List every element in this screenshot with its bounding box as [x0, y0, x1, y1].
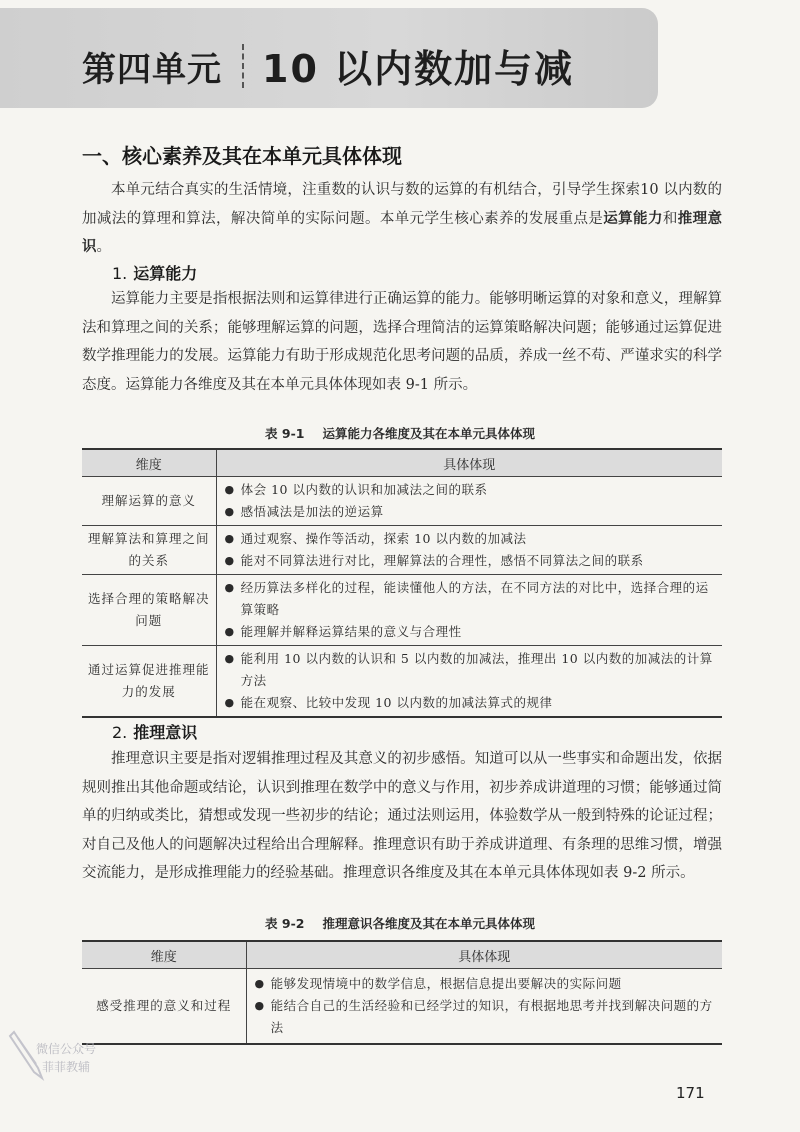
caption-id: 表 9-2: [265, 916, 305, 931]
bullet-icon: ●: [224, 554, 235, 567]
dimension-cell: 通过运算促进推理能力的发展: [82, 646, 216, 718]
bullet-item: ● 能够发现情境中的数学信息，根据信息提出要解决的实际问题: [255, 973, 717, 995]
subsection-heading-2: [112, 720, 197, 743]
intro-and: 和: [662, 210, 678, 227]
bullet-icon: ●: [224, 652, 235, 665]
table-row: [82, 575, 722, 646]
computation-paragraph: 运算能力主要是指根据法则和运算律进行正确运算的能力。能够明晰运算的对象和意义，理解算法和算理之间的关系；能够理解运算的问题，选择合理简洁的运算策略解决问题；能够通过运算促进数学推理能力的发展。运算能力有助于形成规范化思考问题的品质，养成一丝不苟、严谨求实的科学态度。运算能力各维度及其在本单元具体体现如表 9-1 所示。: [82, 291, 722, 393]
table-reasoning: [82, 940, 722, 1045]
watermark: [36, 1040, 96, 1076]
caption-id: 表 9-1: [265, 426, 305, 441]
expression-cell: [246, 969, 722, 1045]
table-computation: [82, 448, 722, 718]
intro-paragraph: [82, 176, 722, 262]
intro-line-2: 10 以内数的加减法的算理和算法，解决简单的实际问题。本单元学生核心素养的发展重: [82, 182, 722, 227]
table-row: [82, 526, 722, 575]
reasoning-paragraph: 推理意识主要是指对逻辑推理过程及其意义的初步感悟。知道可以从一些事实和命题出发，依据规则推出其他命题或结论，认识到推理在数学中的意义与作用，初步养成讲道理的习惯；能够通过简单的归纳或类比，猜想或发现一些初步的结论；通过法则运用，体验数学从一般到特殊的论证过程；对自己及他人的问题解决过程给出合理解释。推理意识有助于养成讲道理、有条理的思维习惯，增强交流能力，是形成推理能力的经验基础。推理意识各维度及其在本单元具体体现如表 9-2 所示。: [82, 751, 722, 881]
table-caption-1: [0, 424, 800, 442]
table-row: [82, 969, 722, 1045]
bullet-item: ● 能结合自己的生活经验和已经学过的知识，有根据地思考并找到解决问题的方法: [255, 995, 717, 1039]
bullet-icon: ●: [254, 977, 265, 990]
column-header-dimension: 维度: [82, 449, 216, 477]
bullet-icon: ●: [224, 505, 235, 518]
expression-cell: [216, 646, 722, 718]
bullet-item: ● 通过观察、操作等活动，探索 10 以内数的加减法: [225, 528, 717, 550]
bullet-item: ● 能理解并解释运算结果的意义与合理性: [225, 621, 717, 643]
subsection-number: 1.: [112, 264, 128, 283]
table-header-row: [82, 941, 722, 969]
unit-label: 第四单元: [82, 50, 222, 90]
intro-last-prefix: 点是: [573, 210, 604, 227]
column-header-expression: 具体体现: [216, 449, 722, 477]
section-heading: 一、核心素养及其在本单元具体体现: [82, 144, 402, 168]
bullet-item: ● 能对不同算法进行对比，理解算法的合理性，感悟不同算法之间的联系: [225, 550, 717, 572]
dimension-cell: 理解运算的意义: [82, 477, 216, 526]
caption-text: 运算能力各维度及其在本单元具体体现: [322, 426, 535, 441]
bullet-icon: ●: [224, 581, 235, 594]
expression-cell: [216, 477, 722, 526]
dimension-cell: 选择合理的策略解决问题: [82, 575, 216, 646]
bullet-icon: ●: [224, 483, 235, 496]
bullet-item: ● 能在观察、比较中发现 10 以内数的加减法算式的规律: [225, 692, 717, 714]
expression-cell: [216, 526, 722, 575]
page-number: 171: [676, 1084, 705, 1102]
column-header-dimension: 维度: [82, 941, 246, 969]
dimension-cell: 感受推理的意义和过程: [82, 969, 246, 1045]
unit-banner: [0, 0, 800, 112]
bullet-item: ● 感悟减法是加法的逆运算: [225, 501, 717, 523]
subsection-number: 2.: [112, 723, 128, 742]
table-caption-2: [0, 914, 800, 932]
subsection-title: 推理意识: [133, 723, 198, 742]
banner-divider: [242, 44, 244, 88]
expression-cell: [216, 575, 722, 646]
keyword-reasoning: 推理意识: [82, 210, 723, 255]
watermark-line-2: 菲菲教辅: [42, 1060, 91, 1074]
subsection-title: 运算能力: [133, 264, 198, 283]
watermark-line-1: 微信公众号: [36, 1042, 97, 1056]
bullet-item: ● 经历算法多样化的过程，能读懂他人的方法，在不同方法的对比中，选择合理的运算策略: [225, 577, 717, 621]
bullet-item: ● 能利用 10 以内数的认识和 5 以内数的加减法，推理出 10 以内数的加减法的计算方法: [225, 648, 717, 692]
caption-text: 推理意识各维度及其在本单元具体体现: [322, 916, 535, 931]
column-header-expression: 具体体现: [246, 941, 722, 969]
table-row: [82, 477, 722, 526]
intro-end: 。: [96, 239, 111, 255]
bullet-icon: ●: [224, 696, 235, 709]
subsection-heading-1: [112, 261, 197, 284]
dimension-cell: 理解算法和算理之间的关系: [82, 526, 216, 575]
keyword-computation: 运算能力: [603, 210, 663, 227]
unit-title: 10 以内数加与减: [262, 47, 575, 91]
table-row: [82, 646, 722, 718]
table-header-row: [82, 449, 722, 477]
bullet-icon: ●: [224, 625, 235, 638]
bullet-item: ● 体会 10 以内数的认识和加减法之间的联系: [225, 479, 717, 501]
bullet-icon: ●: [254, 999, 265, 1012]
bullet-icon: ●: [224, 532, 235, 545]
intro-line-1: 本单元结合真实的生活情境，注重数的认识与数的运算的有机结合，引导学生探索: [111, 182, 641, 198]
